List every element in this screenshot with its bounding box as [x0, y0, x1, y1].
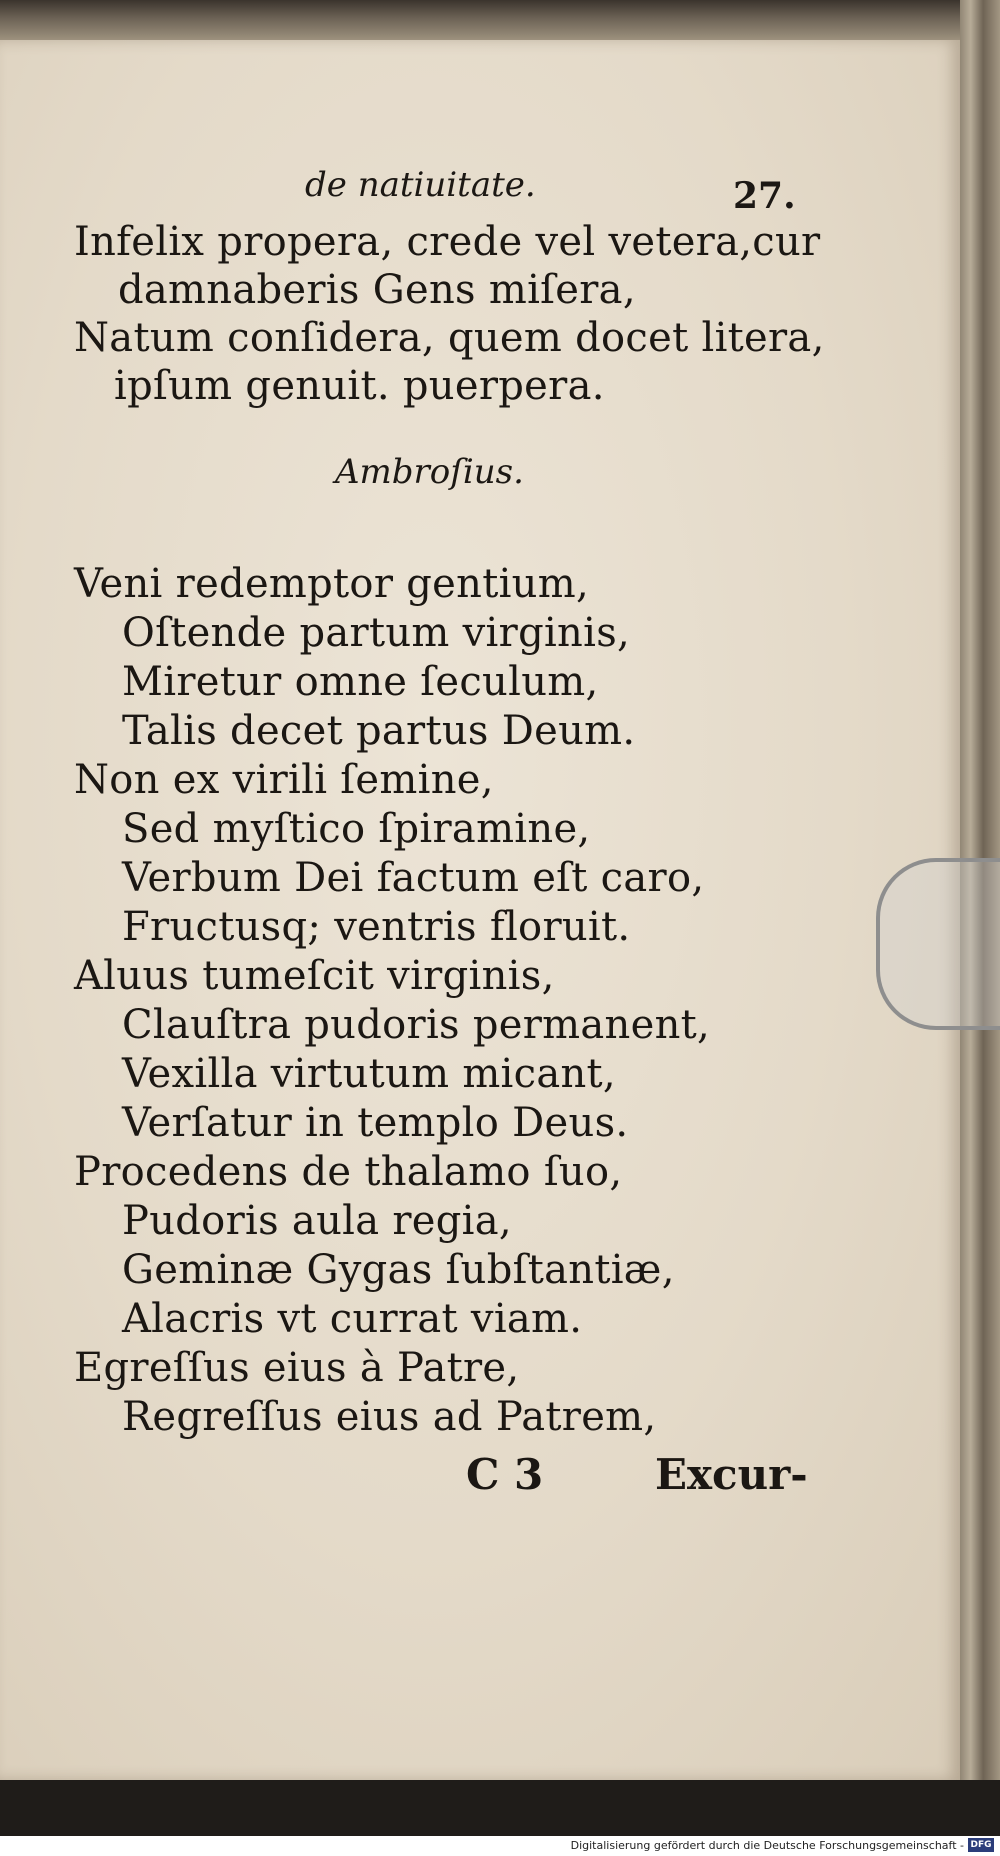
- intro-line: ipſum genuit. puerpera.: [114, 363, 605, 409]
- hymn-line: Clauſtra pudoris permanent,: [122, 1002, 711, 1048]
- hymn-line: Aluus tumeſcit virginis,: [74, 953, 555, 999]
- scan-bottom-bar: [0, 1780, 1000, 1836]
- hymn-line: Sed myſtico ſpiramine,: [122, 806, 591, 852]
- hymn-line: Pudoris aula regia,: [122, 1198, 512, 1244]
- hymn-line: Procedens de thalamo ſuo,: [74, 1149, 623, 1195]
- running-title: de natiuitate.: [305, 165, 536, 205]
- hymn-line: Veni redemptor gentium,: [74, 561, 589, 607]
- hymn-line: Talis decet partus Deum.: [122, 708, 636, 754]
- hymn-line: Non ex virili ſemine,: [74, 757, 494, 803]
- intro-line: damnaberis Gens miſera,: [118, 267, 636, 313]
- hymn-line: Egreſſus eius à Patre,: [74, 1345, 520, 1391]
- page-number: 27.: [733, 175, 796, 217]
- hymn-line: Vexilla virtutum micant,: [122, 1051, 616, 1097]
- hymn-line: Geminæ Gygas ſubſtantiæ,: [122, 1247, 675, 1293]
- hymn-line: Oſtende partum virginis,: [122, 610, 631, 656]
- signature-mark: C 3: [466, 1450, 544, 1499]
- catchword: Excur-: [655, 1450, 808, 1499]
- digitization-credit: Digitalisierung gefördert durch die Deutsche Forschungsgemeinschaft -: [570, 1839, 964, 1852]
- hymn-line: Fructusq; ventris floruit.: [122, 904, 631, 950]
- page-top-edge: [0, 0, 960, 44]
- hymn-line: Regreſſus eius ad Patrem,: [122, 1394, 657, 1440]
- intro-line: Infelix propera, crede vel vetera,cur: [74, 219, 821, 265]
- hymn-line: Verbum Dei factum eſt caro,: [122, 855, 705, 901]
- section-heading: Ambroſius.: [335, 452, 524, 492]
- intro-line: Natum conſidera, quem docet litera,: [74, 315, 825, 361]
- hymn-line: Alacris vt currat viam.: [122, 1296, 583, 1342]
- hymn-line: Miretur omne ſeculum,: [122, 659, 599, 705]
- dfg-logo: DFG: [968, 1838, 994, 1852]
- hymn-line: Verſatur in templo Deus.: [122, 1100, 629, 1146]
- page-clip: [876, 858, 1000, 1030]
